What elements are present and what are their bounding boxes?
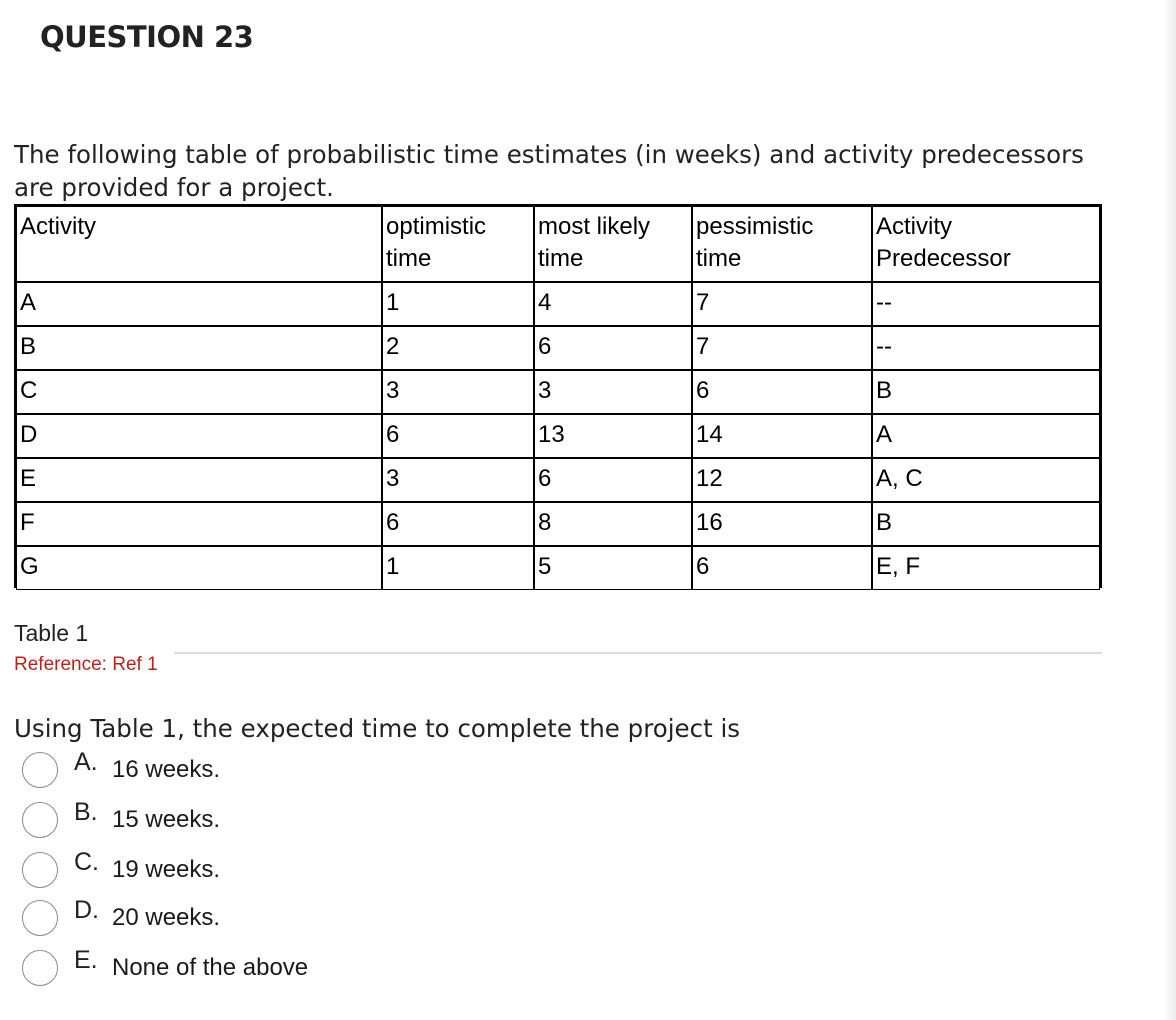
cell-optimistic-time <box>382 282 534 326</box>
cell-predecessor <box>872 414 1100 458</box>
cell-value: 6 <box>696 553 710 580</box>
header-activity <box>16 206 382 282</box>
cell-activity <box>16 326 382 370</box>
cell-optimistic-time <box>382 370 534 414</box>
cell-value: 2 <box>386 333 400 360</box>
cell-value: A <box>876 421 893 448</box>
answer-option[interactable] <box>22 848 522 892</box>
cell-most-likely-time <box>534 546 692 590</box>
cell-value: B <box>876 377 893 404</box>
header-predecessor <box>872 206 1100 282</box>
radio-button[interactable] <box>22 752 58 788</box>
header-most-likely-time <box>534 206 692 282</box>
cell-value: 6 <box>538 465 552 492</box>
table-row <box>16 502 1100 546</box>
option-letter: A. <box>74 748 98 776</box>
cell-value: B <box>20 333 37 360</box>
cell-value: 13 <box>538 421 565 448</box>
cell-pessimistic-time <box>692 370 872 414</box>
table-caption: Table 1 <box>14 620 89 646</box>
cell-value: G <box>20 553 39 580</box>
table-row <box>16 326 1100 370</box>
option-text: 19 weeks. <box>112 856 221 883</box>
cell-optimistic-time <box>382 414 534 458</box>
cell-value: C <box>20 377 38 404</box>
table-row <box>16 546 1100 590</box>
option-text: None of the above <box>112 954 309 981</box>
cell-pessimistic-time <box>692 502 872 546</box>
cell-value: A <box>20 289 37 316</box>
caption-divider <box>174 652 1102 654</box>
reference-label: Reference: Ref 1 <box>14 654 158 675</box>
cell-value: 16 <box>696 509 723 536</box>
cell-pessimistic-time <box>692 458 872 502</box>
header-optimistic-time <box>382 206 534 282</box>
option-text: 16 weeks. <box>112 756 221 783</box>
table-row <box>16 458 1100 502</box>
cell-value: 7 <box>696 333 710 360</box>
cell-activity <box>16 458 382 502</box>
cell-value: 4 <box>538 289 552 316</box>
cell-most-likely-time <box>534 414 692 458</box>
cell-most-likely-time <box>534 370 692 414</box>
table-row <box>16 370 1100 414</box>
question-prompt: Using Table 1, the expected time to complete the project is <box>14 714 741 743</box>
option-letter: D. <box>74 896 99 924</box>
answer-option[interactable] <box>22 798 522 842</box>
cell-value: 3 <box>386 465 400 492</box>
header-pessimistic-time <box>692 206 872 282</box>
header-label: optimistic time <box>386 213 487 272</box>
cell-predecessor <box>872 502 1100 546</box>
radio-button[interactable] <box>22 852 58 888</box>
cell-value: 12 <box>696 465 723 492</box>
cell-value: 1 <box>386 553 400 580</box>
cell-pessimistic-time <box>692 546 872 590</box>
question-intro: The following table of probabilistic time estimates (in weeks) and activity predecessors are provided for a project. <box>14 140 1084 202</box>
cell-most-likely-time <box>534 502 692 546</box>
answer-option[interactable] <box>22 748 522 792</box>
cell-pessimistic-time <box>692 326 872 370</box>
cell-most-likely-time <box>534 326 692 370</box>
cell-value: B <box>876 509 893 536</box>
answer-option[interactable] <box>22 896 522 940</box>
cell-optimistic-time <box>382 502 534 546</box>
cell-predecessor <box>872 326 1100 370</box>
cell-value: 6 <box>386 421 400 448</box>
table-row <box>16 282 1100 326</box>
header-label: Activity Predecessor <box>876 213 1011 272</box>
cell-most-likely-time <box>534 458 692 502</box>
cell-value: 5 <box>538 553 552 580</box>
cell-value: 3 <box>538 377 552 404</box>
cell-optimistic-time <box>382 458 534 502</box>
page-edge-shade <box>1162 0 1176 1020</box>
header-label: pessimistic time <box>696 213 814 272</box>
cell-predecessor <box>872 458 1100 502</box>
cell-predecessor <box>872 546 1100 590</box>
cell-pessimistic-time <box>692 282 872 326</box>
question-title: QUESTION 23 <box>40 20 254 54</box>
option-text: 15 weeks. <box>112 806 221 833</box>
cell-activity <box>16 370 382 414</box>
cell-value: D <box>20 421 38 448</box>
table-header-row <box>16 206 1100 282</box>
cell-predecessor <box>872 370 1100 414</box>
answer-option[interactable] <box>22 946 522 990</box>
cell-value: 6 <box>696 377 710 404</box>
cell-value: 6 <box>386 509 400 536</box>
cell-activity <box>16 502 382 546</box>
cell-optimistic-time <box>382 326 534 370</box>
cell-value: 3 <box>386 377 400 404</box>
cell-value: 6 <box>538 333 552 360</box>
cell-value: -- <box>876 333 892 360</box>
option-letter: B. <box>74 798 98 826</box>
header-label: most likely time <box>538 213 651 272</box>
cell-value: A, C <box>876 465 923 492</box>
cell-pessimistic-time <box>692 414 872 458</box>
option-letter: C. <box>74 848 99 876</box>
table-row <box>16 414 1100 458</box>
cell-value: E, F <box>876 553 921 580</box>
cell-value: -- <box>876 289 892 316</box>
cell-activity <box>16 414 382 458</box>
radio-button[interactable] <box>22 950 58 986</box>
cell-value: E <box>20 465 37 492</box>
option-text: 20 weeks. <box>112 904 221 931</box>
cell-value: F <box>20 509 35 536</box>
cell-activity <box>16 282 382 326</box>
radio-button[interactable] <box>22 802 58 838</box>
radio-button[interactable] <box>22 900 58 936</box>
cell-value: 14 <box>696 421 723 448</box>
cell-optimistic-time <box>382 546 534 590</box>
time-estimates-table <box>14 204 1102 588</box>
cell-value: 8 <box>538 509 552 536</box>
cell-value: 7 <box>696 289 710 316</box>
cell-activity <box>16 546 382 590</box>
option-letter: E. <box>74 946 98 974</box>
header-label: Activity <box>20 213 97 240</box>
cell-predecessor <box>872 282 1100 326</box>
cell-most-likely-time <box>534 282 692 326</box>
cell-value: 1 <box>386 289 400 316</box>
